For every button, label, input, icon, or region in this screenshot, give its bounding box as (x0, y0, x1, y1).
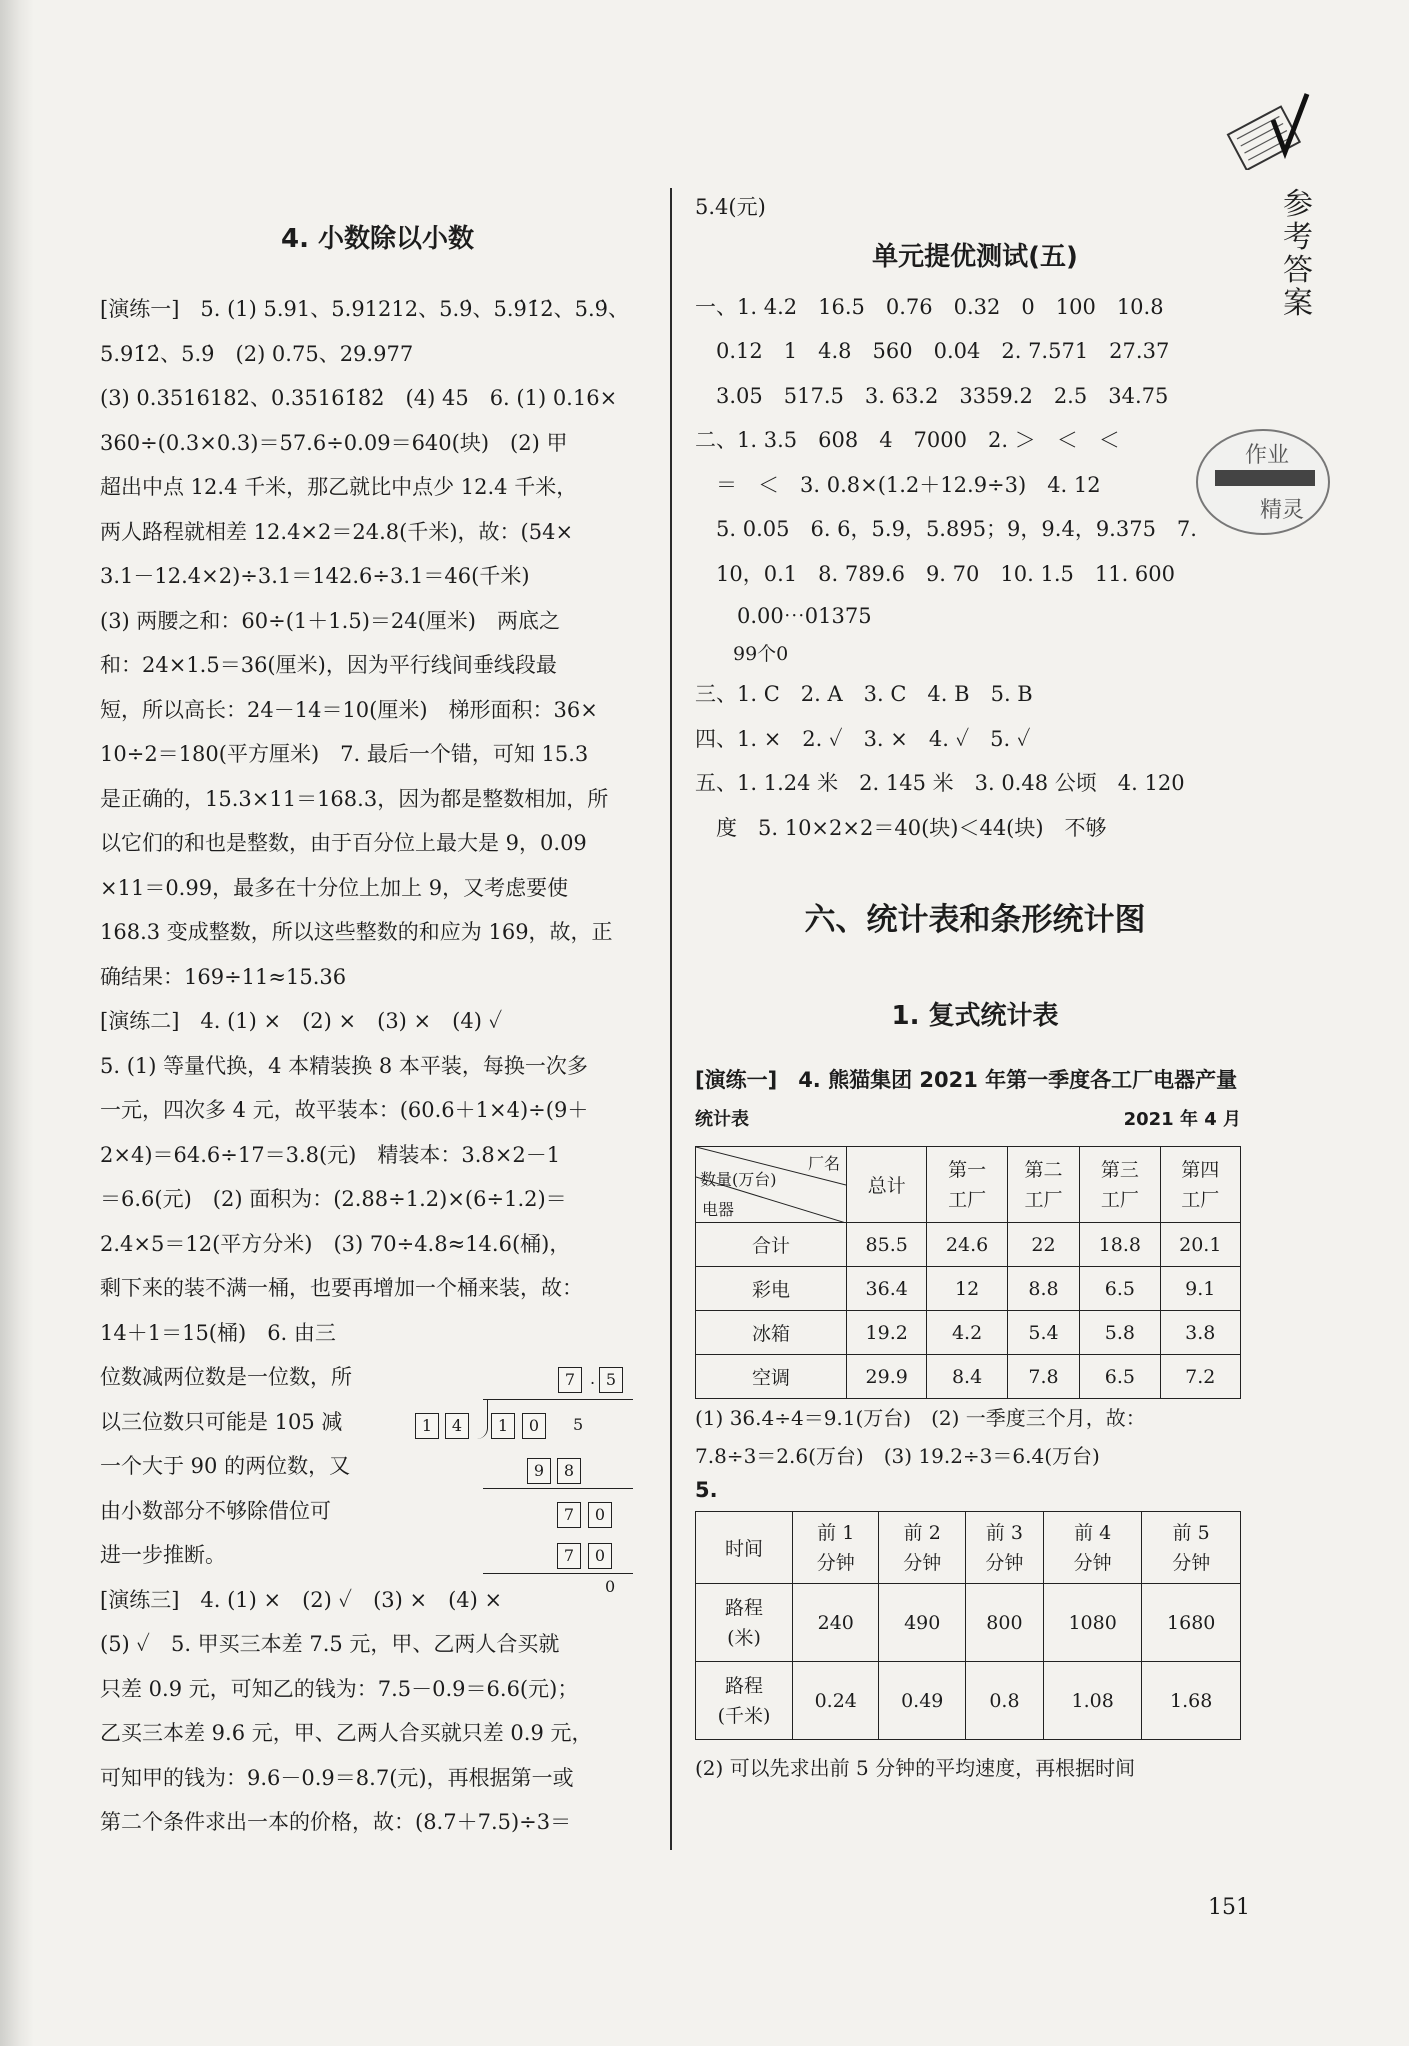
corner-label-appliance: 电器 (702, 1200, 735, 1219)
column-header: 第三 工厂 (1080, 1147, 1160, 1223)
table-row (696, 1355, 1241, 1399)
digit-box: 0 (522, 1413, 546, 1439)
answer-line: 剩下来的装不满一桶，也要再增加一个桶来装，故： (100, 1276, 583, 1300)
table-cell: 4.2 (927, 1311, 1007, 1355)
digit: 5 (573, 1415, 584, 1434)
row-label: 空调 (696, 1355, 847, 1399)
table-cell: 29.9 (847, 1355, 927, 1399)
answer-line: 两人路程就相差 12.4×2＝24.8(千米)，故：(54× (100, 519, 574, 544)
question-label: 5. (695, 1478, 718, 1502)
answer-line: 0.12 1 4.8 560 0.04 2. 7.571 27.37 (695, 339, 1170, 363)
table-cell: 1080 (1043, 1584, 1142, 1662)
corner-label-factory: 厂名 (807, 1154, 840, 1173)
chapter-title: 六、统计表和条形统计图 (804, 902, 1146, 938)
answer-line: [演练二] 4. (1) × (2) × (3) × (4) ✓ (100, 1009, 503, 1033)
answer-line: 是正确的，15.3×11＝168.3，因为都是整数相加，所 (100, 786, 609, 811)
table-corner-header (696, 1147, 847, 1223)
answer-line: 7.8÷3＝2.6(万台) (3) 19.2÷3＝6.4(万台) (695, 1444, 1100, 1468)
answer-line: 进一步推断。 (100, 1543, 226, 1567)
answer-line: (2) 可以先求出前 5 分钟的平均速度，再根据时间 (695, 1756, 1136, 1780)
table-cell: 0.24 (793, 1662, 879, 1740)
row-label: 路程 (米) (696, 1584, 793, 1662)
table-cell: 36.4 (847, 1267, 927, 1311)
column-header: 时间 (696, 1512, 793, 1584)
answer-line: 5.91̇2̇、5.9̇ (2) 0.75、29.977 (100, 341, 414, 366)
column-header: 第一 工厂 (927, 1147, 1007, 1223)
answer-line: 度 5. 10×2×2＝40(块)＜44(块) 不够 (695, 815, 1107, 840)
table-cell: 9.1 (1160, 1267, 1240, 1311)
table-cell: 3.8 (1160, 1311, 1240, 1355)
answer-line: 超出中点 12.4 千米，那乙就比中点少 12.4 千米， (100, 475, 578, 499)
answer-line: 0.00⋯01375 (695, 604, 872, 628)
answer-line: 168.3 变成整数，所以这些整数的和应为 169，故，正 (100, 920, 613, 944)
digit-box: 0 (588, 1543, 612, 1569)
decimal-point: . (590, 1369, 596, 1388)
table-cell: 1680 (1142, 1584, 1241, 1662)
column-header: 第四 工厂 (1160, 1147, 1240, 1223)
answer-line: 2×4)＝64.6÷17＝3.8(元) 精装本：3.8×2－1 (100, 1142, 561, 1167)
table-cell: 5.8 (1080, 1311, 1160, 1355)
answer-line: 一元，四次多 4 元，故平装本：(60.6＋1×4)÷(9＋ (100, 1098, 589, 1122)
table-date: 2021 年 4 月 (1123, 1109, 1241, 1130)
subtraction-rule (483, 1573, 633, 1574)
answer-line: 由小数部分不够除借位可 (100, 1498, 331, 1523)
answer-line: 可知甲的钱为：9.6－0.9＝8.7(元)，再根据第一或 (100, 1765, 574, 1790)
table-row (696, 1267, 1241, 1311)
table-cell: 85.5 (847, 1223, 927, 1267)
answer-line: 短，所以高长：24－14＝10(厘米) 梯形面积：36× (100, 697, 598, 722)
table-cell: 490 (879, 1584, 965, 1662)
answer-line: 只差 0.9 元，可知乙的钱为：7.5－0.9＝6.6(元)； (100, 1676, 579, 1701)
table-cell: 5.4 (1007, 1311, 1079, 1355)
exercise-line: [演练一] 4. 熊猫集团 2021 年第一季度各工厂电器产量 (695, 1068, 1238, 1092)
answer-line: 二、1. 3.5 608 4 7000 2. ＞ ＜ ＜ (695, 428, 1120, 452)
row-label: 合计 (696, 1223, 847, 1267)
subtraction-rule (483, 1488, 633, 1489)
table-cell: 22 (1007, 1223, 1079, 1267)
column-header: 总计 (847, 1147, 927, 1223)
table-cell: 24.6 (927, 1223, 1007, 1267)
table-cell: 0.8 (965, 1662, 1043, 1740)
answer-line: 位数减两位数是一位数，所 (100, 1365, 352, 1389)
answer-line: 99个0 (695, 643, 789, 665)
answer-line: (3) 0.3516182、0.35161̇8̇2̇ (4) 45 6. (1) 0.16× (100, 386, 618, 410)
answer-line: 三、1. C 2. A 3. C 4. B 5. B (695, 682, 1033, 706)
answer-line: ×11＝0.99，最多在十分位上加上 9，又考虑要使 (100, 875, 569, 900)
table-cell: 800 (965, 1584, 1043, 1662)
table-cell: 0.49 (879, 1662, 965, 1740)
answer-line: 2.4×5＝12(平方分米) (3) 70÷4.8≈14.6(桶)， (100, 1231, 571, 1256)
svg-text:精灵: 精灵 (1260, 498, 1305, 523)
row-label: 冰箱 (696, 1311, 847, 1355)
digit-box: 7 (558, 1367, 582, 1393)
section-title-decimal-division: 4. 小数除以小数 (280, 224, 475, 254)
row-label: 彩电 (696, 1267, 847, 1311)
table-cell: 8.8 (1007, 1267, 1079, 1311)
table-row (696, 1662, 1241, 1740)
column-header: 前 1 分钟 (793, 1512, 879, 1584)
table-cell: 12 (927, 1267, 1007, 1311)
answer-line: 确结果：169÷11≈15.36 (100, 964, 347, 989)
table-row (696, 1311, 1241, 1355)
page-number: 151 (1208, 1895, 1250, 1920)
answer-line: 一个大于 90 的两位数，又 (100, 1454, 351, 1478)
digit-box: 7 (557, 1502, 581, 1528)
table-caption: 统计表 (695, 1109, 749, 1130)
section-title-compound-table: 1. 复式统计表 (891, 1001, 1059, 1031)
table-cell: 1.08 (1043, 1662, 1142, 1740)
table-cell: 8.4 (927, 1355, 1007, 1399)
side-label-answers: 参考答案 (1283, 187, 1313, 321)
table-caption-row (695, 1100, 1241, 1140)
answer-line: (3) 两腰之和：60÷(1＋1.5)＝24(厘米) 两底之 (100, 608, 560, 633)
answer-line: 10÷2＝180(平方厘米) 7. 最后一个错，可知 15.3 (100, 742, 589, 766)
answer-line: 10，0.1 8. 789.6 9. 70 10. 1.5 11. 600 (695, 561, 1176, 586)
production-table (695, 1146, 1241, 1399)
table-cell: 1.68 (1142, 1662, 1241, 1740)
answer-line: [演练一] 5. (1) 5.91、5.91212、5.9̇、5.9̇1̇2̇、5.9̇、 (100, 297, 630, 321)
answer-line: 第二个条件求出一本的价格，故：(8.7＋7.5)÷3＝ (100, 1810, 572, 1834)
answer-line: 五、1. 1.24 米 2. 145 米 3. 0.48 公顷 4. 120 (695, 771, 1185, 795)
column-header: 前 5 分钟 (1142, 1512, 1241, 1584)
svg-text:作业: 作业 (1245, 443, 1290, 468)
answer-line: 一、1. 4.2 16.5 0.76 0.32 0 100 10.8 (695, 294, 1164, 319)
digit-box: 7 (557, 1543, 581, 1569)
left-answer-text (100, 287, 655, 1845)
column-header: 前 4 分钟 (1043, 1512, 1142, 1584)
answer-line: 3.1－12.4×2)÷3.1＝142.6÷3.1＝46(千米) (100, 564, 530, 588)
answer-line: 以三位数只可能是 105 减 (100, 1409, 343, 1434)
column-header: 前 2 分钟 (879, 1512, 965, 1584)
division-bar (483, 1399, 633, 1400)
digit-box: 4 (445, 1413, 469, 1439)
digit-box: 5 (599, 1367, 623, 1393)
answer-line: 14＋1＝15(桶) 6. 由三 (100, 1320, 336, 1345)
right-column (695, 185, 1255, 1791)
answer-line: [演练三] 4. (1) × (2) ✓ (3) × (4) × (100, 1587, 503, 1612)
notebook-checkmark-icon (1215, 90, 1325, 174)
table-cell: 19.2 (847, 1311, 927, 1355)
table-cell: 6.5 (1080, 1267, 1160, 1311)
remainder: 0 (605, 1577, 616, 1596)
distance-table (695, 1511, 1241, 1740)
digit-box: 8 (557, 1458, 581, 1484)
page-binding-shadow (0, 0, 34, 2046)
answer-line: 5. (1) 等量代换，4 本精装换 8 本平装，每换一次多 (100, 1053, 588, 1078)
digit-box: 1 (415, 1413, 439, 1439)
answer-line: (1) 36.4÷4＝9.1(万台) (2) 一季度三个月，故： (695, 1406, 1146, 1430)
table-cell: 20.1 (1160, 1223, 1240, 1267)
table-cell: 18.8 (1080, 1223, 1160, 1267)
digit-box: 0 (588, 1502, 612, 1528)
answer-line: 乙买三本差 9.6 元，甲、乙两人合买就只差 0.9 元， (100, 1721, 593, 1745)
answer-line: ＝ ＜ 3. 0.8×(1.2＋12.9÷3) 4. 12 (695, 472, 1101, 497)
answer-line: 以它们的和也是整数，由于百分位上最大是 9，0.09 (100, 831, 587, 855)
long-division-figure (415, 1367, 637, 1597)
column-divider (670, 188, 672, 1850)
answer-line: ＝6.6(元) (2) 面积为：(2.88÷1.2)×(6÷1.2)＝ (100, 1187, 567, 1211)
table-row (696, 1584, 1241, 1662)
table-cell: 240 (793, 1584, 879, 1662)
column-header: 第二 工厂 (1007, 1147, 1079, 1223)
column-header: 前 3 分钟 (965, 1512, 1043, 1584)
continued-answer: 5.4(元) (695, 195, 766, 219)
answer-line: 5. 0.05 6. 6，5.9，5.895；9，9.4，9.375 7. (695, 517, 1197, 541)
table-row (696, 1223, 1241, 1267)
corner-label-quantity: 数量(万台) (700, 1170, 777, 1189)
answer-line: 四、1. × 2. ✓ 3. × 4. ✓ 5. ✓ (695, 726, 1031, 751)
table-cell: 6.5 (1080, 1355, 1160, 1399)
answer-line: 和：24×1.5＝36(厘米)，因为平行线间垂线段最 (100, 653, 557, 677)
left-column (100, 200, 655, 1845)
unit-test-title: 单元提优测试(五) (872, 241, 1078, 272)
row-label: 路程 (千米) (696, 1662, 793, 1740)
answer-line: 360÷(0.3×0.3)＝57.6÷0.09＝640(块) (2) 甲 (100, 430, 568, 455)
digit-box: 9 (527, 1458, 551, 1484)
division-bracket (477, 1399, 488, 1439)
digit-box: 1 (491, 1413, 515, 1439)
answer-line: (5) ✓ 5. 甲买三本差 7.5 元，甲、乙两人合买就 (100, 1632, 560, 1656)
table-cell: 7.8 (1007, 1355, 1079, 1399)
answer-line: 3.05 517.5 3. 63.2 3359.2 2.5 34.75 (695, 383, 1169, 408)
table-cell: 7.2 (1160, 1355, 1240, 1399)
